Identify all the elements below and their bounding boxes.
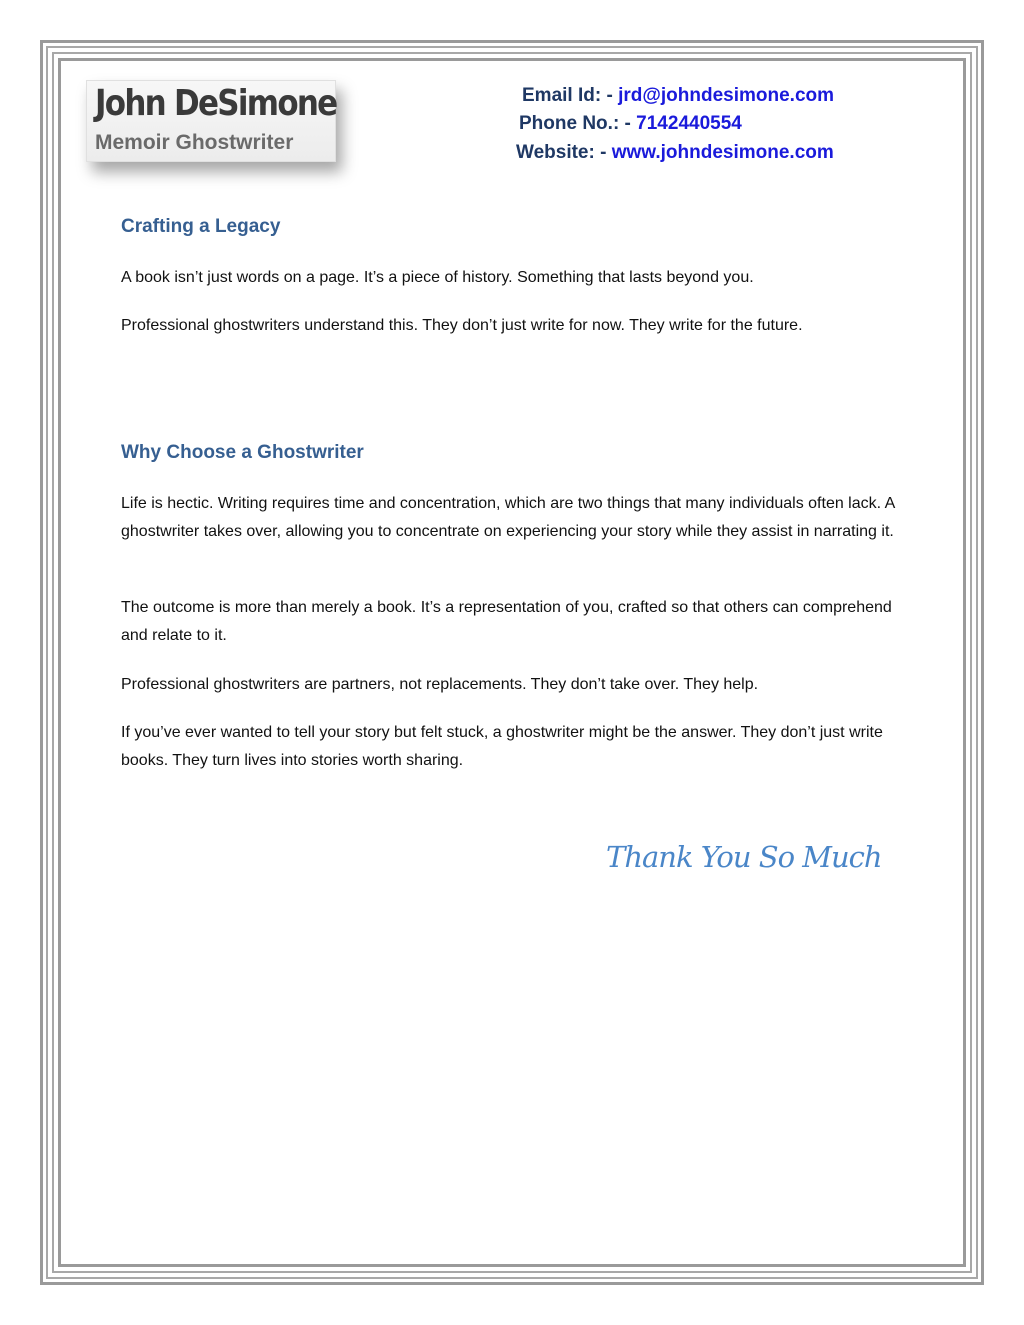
phone-link[interactable]: 7142440554 (636, 113, 742, 134)
contact-email (522, 85, 834, 107)
paragraph: Professional ghostwriters are partners, not replacements. They don’t take over. They help. (121, 676, 759, 693)
contact-phone (519, 113, 742, 135)
email-label: Email Id: - (522, 85, 613, 106)
website-label: Website: - (516, 142, 607, 163)
paragraph: Professional ghostwriters understand this. They don’t just write for now. They write for the future. (121, 317, 803, 334)
email-link[interactable]: jrd@johndesimone.com (618, 85, 835, 106)
logo (86, 80, 336, 162)
website-link[interactable]: www.johndesimone.com (611, 142, 834, 163)
contact-website (516, 142, 834, 164)
paragraph: If you’ve ever wanted to tell your story but felt stuck, a ghostwriter might be the answer. They don’t just write books. They turn lives into stories worth sharing. (121, 724, 883, 769)
paragraph: Life is hectic. Writing requires time and concentration, which are two things that many individuals often lack. A ghostwriter takes over, allowing you to concentrate on experiencing your story while they assist in narrating it. (121, 495, 895, 540)
logo-name: John DeSimone (95, 83, 337, 124)
page-border-innermost (58, 58, 966, 1267)
paragraph: The outcome is more than merely a book. It’s a representation of you, crafted so that others can comprehend and relate to it. (121, 599, 892, 644)
logo-tagline: Memoir Ghostwriter (95, 131, 294, 154)
closing-thank-you: Thank You So Much (606, 840, 882, 874)
phone-label: Phone No.: - (519, 113, 631, 134)
section-heading-legacy: Crafting a Legacy (121, 216, 281, 237)
section-heading-why-ghostwriter: Why Choose a Ghostwriter (121, 442, 364, 463)
paragraph: A book isn’t just words on a page. It’s a piece of history. Something that lasts beyond you. (121, 269, 754, 286)
